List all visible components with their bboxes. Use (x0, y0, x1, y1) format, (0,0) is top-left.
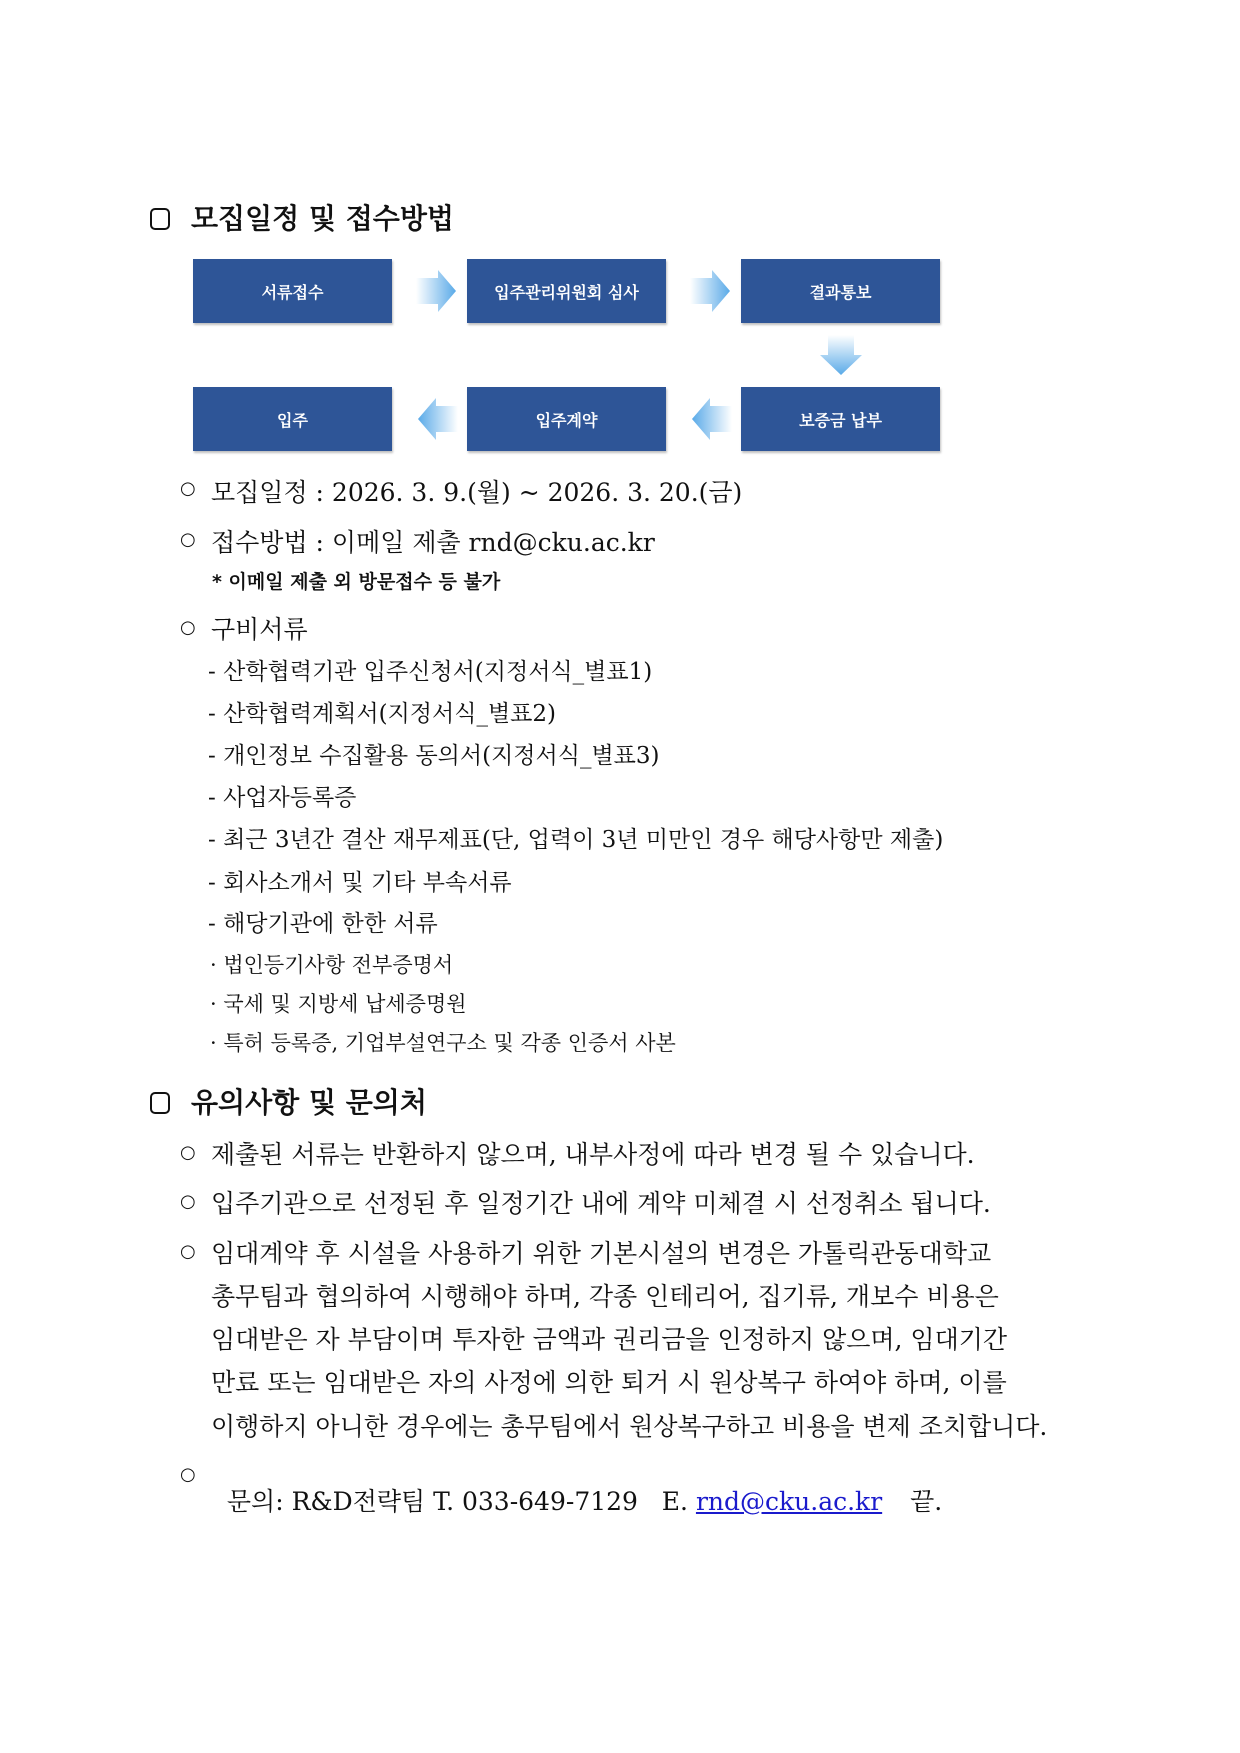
bullet-icon: ○ (180, 1241, 196, 1262)
notice-long-line: 이행하지 아니한 경우에는 총무팀에서 원상복구하고 비용을 변제 조치합니다. (211, 1412, 1048, 1441)
flow-step-move-in: 입주 (193, 387, 392, 451)
notice-long-line: 만료 또는 임대받은 자의 사정에 의한 퇴거 시 원상복구 하여야 하며, 이를 (211, 1368, 1007, 1397)
arrow-right-icon (416, 270, 458, 312)
flow-step-document-submission: 서류접수 (193, 259, 392, 323)
notice-item: 제출된 서류는 반환하지 않으며, 내부사정에 따라 변경 될 수 있습니다. (211, 1140, 975, 1169)
bullet-icon: ○ (180, 1142, 196, 1163)
contact-text: 문의: R&D전략팀 T. 033-649-7129 E. (226, 1487, 696, 1516)
arrow-left-icon (690, 398, 732, 440)
arrow-left-icon (416, 398, 458, 440)
doc-item: - 최근 3년간 결산 재무제표(단, 업력이 3년 미만인 경우 해당사항만 제출) (208, 827, 944, 853)
notice-long-line: 임대계약 후 시설을 사용하기 위한 기본시설의 변경은 가톨릭관동대학교 (211, 1239, 992, 1268)
doc-item: - 산학협력기관 입주신청서(지정서식_별표1) (208, 659, 653, 685)
flow-step-deposit-payment: 보증금 납부 (741, 387, 940, 451)
doc-item: - 회사소개서 및 기타 부속서류 (208, 870, 512, 896)
notice-item: 입주기관으로 선정된 후 일정기간 내에 계약 미체결 시 선정취소 됩니다. (211, 1189, 991, 1218)
sub-doc-item: · 특허 등록증, 기업부설연구소 및 각종 인증서 사본 (210, 1031, 676, 1055)
note-text: * 이메일 제출 외 방문접수 등 불가 (212, 571, 501, 593)
doc-item: - 해당기관에 한한 서류 (208, 911, 438, 937)
arrow-down-icon (820, 335, 862, 377)
heading-checkbox-icon (150, 208, 170, 230)
doc-item: - 산학협력계획서(지정서식_별표2) (208, 701, 556, 727)
heading-checkbox-icon (150, 1092, 170, 1114)
flow-step-committee-review: 입주관리위원회 심사 (467, 259, 666, 323)
notice-long-line: 임대받은 자 부담이며 투자한 금액과 권리금을 인정하지 않으며, 임대기간 (211, 1325, 1008, 1354)
arrow-right-icon (690, 270, 732, 312)
doc-item: - 개인정보 수집활용 동의서(지정서식_별표3) (208, 743, 660, 769)
contact-line (211, 1464, 942, 1514)
bullet-icon: ○ (180, 617, 196, 638)
schedule-text: 모집일정 : 2026. 3. 9.(월) ~ 2026. 3. 20.(금) (211, 478, 743, 507)
docs-title: 구비서류 (211, 615, 308, 644)
contact-email-link[interactable]: rnd@cku.ac.kr (695, 1487, 883, 1516)
notice-long-line: 총무팀과 협의하여 시행해야 하며, 각종 인테리어, 집기류, 개보수 비용은 (211, 1282, 999, 1311)
flow-step-contract: 입주계약 (467, 387, 666, 451)
bullet-icon: ○ (180, 1191, 196, 1212)
method-text: 접수방법 : 이메일 제출 rnd@cku.ac.kr (211, 528, 655, 557)
bullet-icon: ○ (180, 478, 196, 499)
doc-item: - 사업자등록증 (208, 785, 357, 811)
sub-doc-item: · 법인등기사항 전부증명서 (210, 953, 454, 977)
section-title-schedule: 모집일정 및 접수방법 (191, 202, 454, 235)
end-mark: 끝. (910, 1487, 943, 1516)
bullet-icon: ○ (180, 529, 196, 550)
flow-step-result-notice: 결과통보 (741, 259, 940, 323)
bullet-icon: ○ (180, 1464, 196, 1485)
sub-doc-item: · 국세 및 지방세 납세증명원 (210, 992, 467, 1016)
section-title-notes: 유의사항 및 문의처 (191, 1086, 427, 1119)
